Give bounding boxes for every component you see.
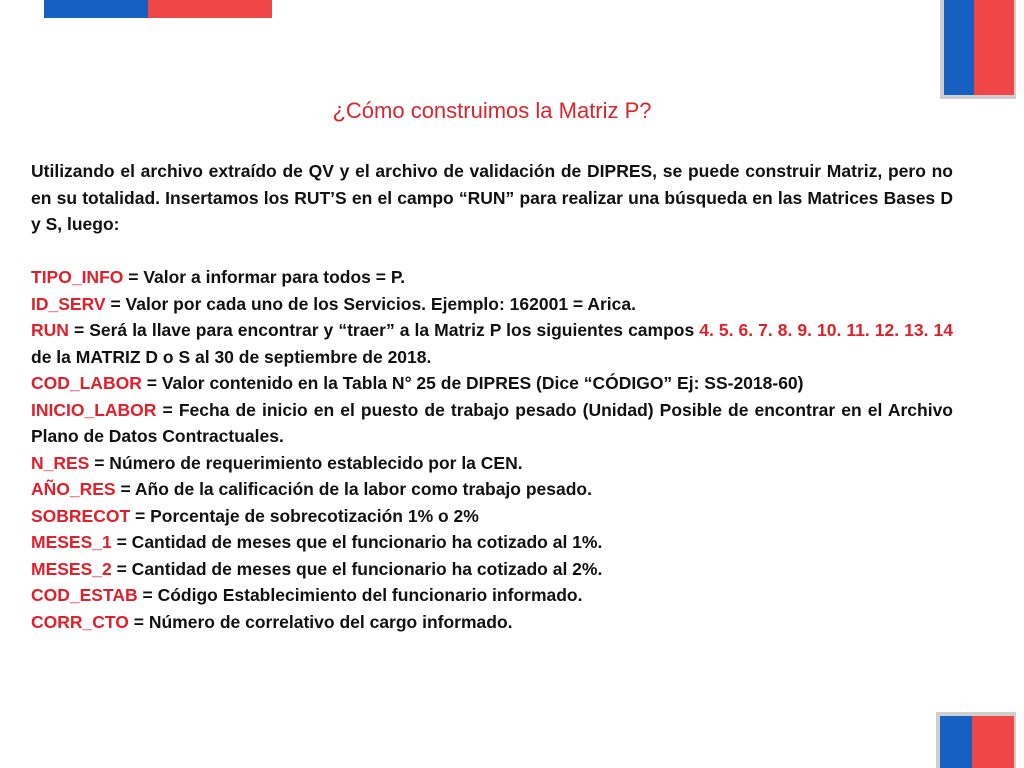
corner-flag-blue-bottom [940,716,972,768]
field-corr-cto [31,609,953,636]
field-inicio-labor [31,397,953,450]
field-name: SOBRECOT [31,505,131,526]
field-sobrecot [31,503,953,530]
field-desc: = Cantidad de meses que el funcionario ha cotizado al 1%. [111,532,603,552]
slide-body [31,158,953,635]
field-name: COD_LABOR [31,373,142,393]
field-meses-1 [31,529,953,556]
field-name: COD_ESTAB [31,585,138,605]
top-red-bar [148,0,272,18]
field-name: ID_SERV [31,293,106,314]
field-desc: = Cantidad de meses que el funcionario ha cotizado al 2%. [111,558,603,579]
field-meses-2 [31,556,953,583]
field-name: INICIO_LABOR [31,399,157,420]
field-desc: = Valor por cada uno de los Servicios. Ejemplo: 162001 = Arica. [105,293,636,314]
field-name: RUN [31,320,69,340]
field-desc: = Fecha de inicio en el puesto de trabajo pesado (Unidad) Posible de encontrar en el Archivo Plano de Datos Contractuales. [31,399,953,446]
field-desc: = Será la llave para encontrar y “traer” a la Matriz P los siguientes campos [68,320,700,340]
field-id-serv [31,291,953,318]
field-desc: = Valor contenido en la Tabla N° 25 de DIPRES (Dice “CÓDIGO” Ej: SS-2018-60) [141,373,804,393]
field-name: AÑO_RES [31,479,116,499]
slide-title: ¿Cómo construimos la Matriz P? [332,98,652,123]
field-numbers: 4. 5. 6. 7. 8. 9. 10. 11. 12. 13. 14 [699,320,953,340]
corner-flag-red-top [974,0,1014,95]
field-cod-estab [31,582,953,609]
field-desc-continued: de la MATRIZ D o S al 30 de septiembre de 2018. [31,346,432,367]
field-name: N_RES [31,452,90,473]
intro-paragraph: Utilizando el archivo extraído de QV y el archivo de validación de DIPRES, se puede construir Matriz, pero no en su totalidad. Insertamos los RUT’S en el campo “RUN” para realizar una búsqueda en las Matrices Bases D y S, luego: [31,161,953,234]
field-desc: = Valor a informar para todos = P. [123,267,406,287]
field-n-res [31,450,953,477]
top-blue-bar [44,0,148,18]
field-desc: = Porcentaje de sobrecotización 1% o 2% [130,505,479,526]
field-desc: = Número de requerimiento establecido por la CEN. [89,452,523,473]
corner-flag-blue-top [944,0,974,95]
field-desc: = Número de correlativo del cargo informado. [128,611,513,632]
field-name: MESES_2 [31,558,112,579]
field-ano-res [31,476,953,503]
field-name: CORR_CTO [31,611,129,632]
corner-flag-red-bottom [972,716,1014,768]
field-run [31,317,953,370]
field-name: TIPO_INFO [31,267,124,287]
field-cod-labor [31,370,953,397]
field-desc: = Año de la calificación de la labor como trabajo pesado. [115,479,592,499]
field-name: MESES_1 [31,532,112,552]
field-desc: = Código Establecimiento del funcionario informado. [137,585,583,605]
field-tipo-info [31,264,953,291]
